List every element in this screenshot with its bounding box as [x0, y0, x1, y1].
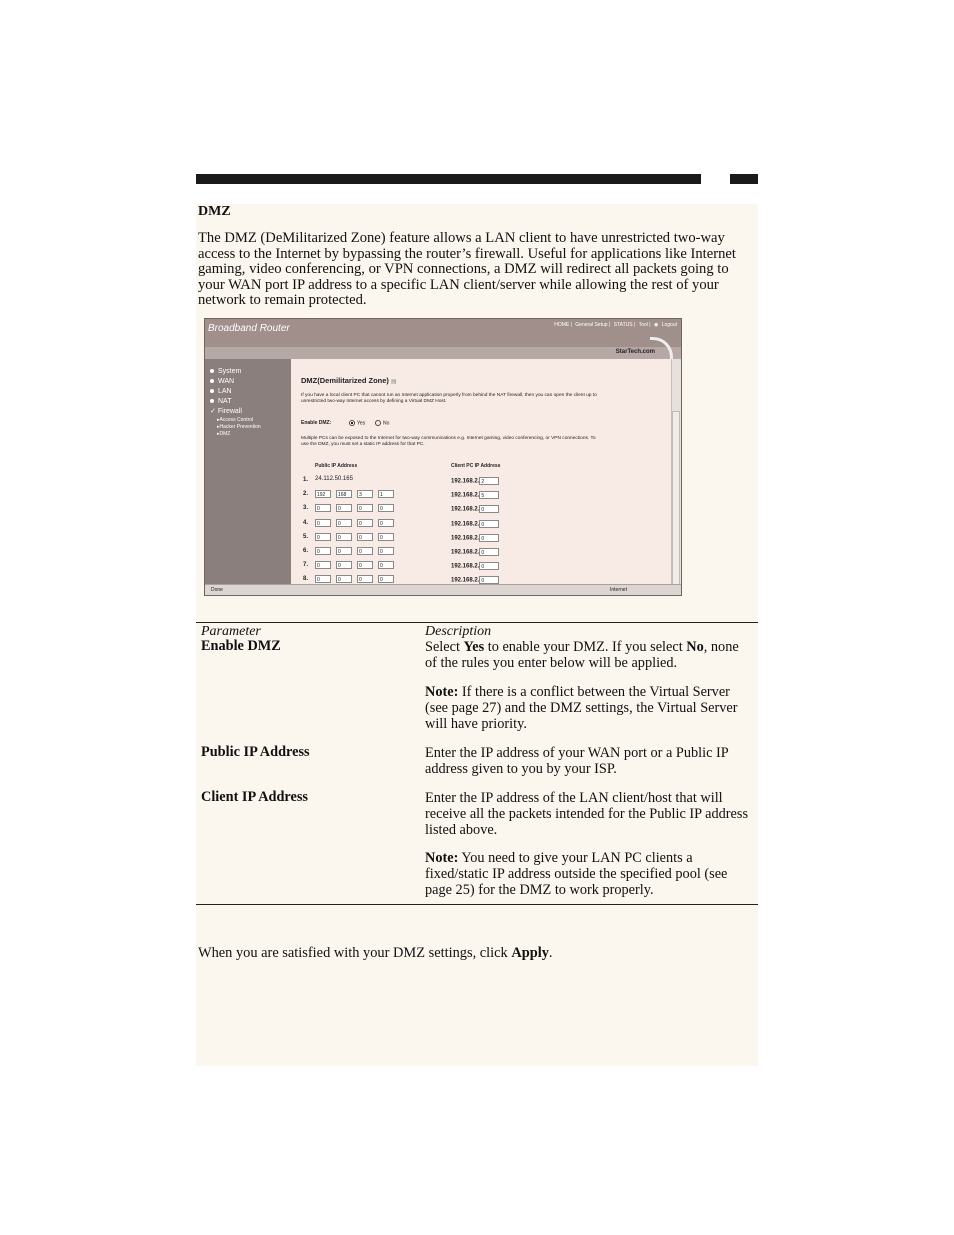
- status-done: Done: [211, 587, 223, 593]
- ip-octet-input[interactable]: 0: [357, 504, 373, 512]
- desc-client-ip: Enter the IP address of the LAN client/host that will receive all the packets intended for the Public IP address listed above.: [425, 790, 749, 838]
- ip-octet-input[interactable]: 3: [357, 490, 373, 498]
- note-enable-dmz: [425, 684, 753, 732]
- ip-octet-input[interactable]: 0: [357, 547, 373, 555]
- submenu-label: Hacker Prevention: [219, 424, 261, 430]
- browser-status-bar: [205, 584, 681, 595]
- ip-octet-input[interactable]: 0: [315, 561, 331, 569]
- client-prefix: 192.168.2.: [451, 506, 480, 513]
- client-prefix: 192.168.2.: [451, 577, 480, 584]
- bullet-icon: [210, 389, 214, 393]
- public-ip-inputs: [315, 547, 399, 555]
- status-zone: Internet: [610, 587, 627, 593]
- row-number: 1.: [303, 477, 309, 483]
- client-prefix: 192.168.2.: [451, 535, 480, 542]
- text: .: [548, 945, 553, 961]
- note-text: If there is a conflict between the Virtual Server (see page 27) and the DMZ settings, the Virtual Server will have priority.: [425, 684, 738, 732]
- sidebar-item-lan[interactable]: [210, 387, 291, 397]
- client-ip-header: Client PC IP Address: [451, 463, 501, 469]
- client-prefix: 192.168.2.: [451, 521, 480, 528]
- param-public-ip: Public IP Address: [201, 744, 310, 760]
- sidebar-item-wan[interactable]: [210, 377, 291, 387]
- public-ip-inputs: [315, 504, 399, 512]
- header-rule-short: [730, 174, 758, 184]
- help-icon[interactable]: ▤: [391, 379, 397, 385]
- bullet-icon: [210, 399, 214, 403]
- nav-tool[interactable]: Tool: [638, 322, 648, 328]
- client-ip-input[interactable]: 0: [479, 576, 499, 584]
- note-client-ip: [425, 850, 753, 898]
- header-rule: [196, 174, 701, 184]
- table-row: [301, 474, 601, 488]
- bold-no: No: [686, 639, 704, 655]
- page-content: [196, 204, 758, 1066]
- text: , none of the rules you enter below will be applied.: [425, 639, 739, 671]
- bullet-icon: [210, 369, 214, 373]
- submenu-label: Access Control: [219, 417, 254, 423]
- row-number: 5.: [303, 533, 309, 540]
- sidebar-item-firewall[interactable]: [210, 407, 291, 417]
- check-icon: ✓: [210, 408, 218, 415]
- nav-status[interactable]: STATUS: [613, 322, 633, 328]
- client-ip-input[interactable]: 2: [479, 477, 499, 485]
- ip-octet-input[interactable]: 192: [315, 490, 331, 498]
- ip-octet-input[interactable]: 0: [315, 547, 331, 555]
- sidebar-item-hacker-prevention[interactable]: ▸Hacker Prevention: [217, 424, 261, 430]
- desc-public-ip: Enter the IP address of your WAN port or a Public IP address given to you by your ISP.: [425, 745, 729, 777]
- public-ip-inputs: [315, 561, 399, 569]
- sidebar-item-system[interactable]: [210, 367, 291, 377]
- ip-octet-input[interactable]: 0: [378, 561, 394, 569]
- radio-label: No: [383, 420, 390, 427]
- ip-octet-input[interactable]: 0: [378, 533, 394, 541]
- dmz-description: If you have a local client PC that cannot run an Internet application properly from behind the NAT firewall, then you can open the client up to unrestricted two-way Internet access by defining a Virtual DMZ Host.: [301, 393, 597, 405]
- router-sidebar: [205, 359, 291, 584]
- dmz-title: [301, 376, 397, 385]
- client-ip: [451, 477, 499, 485]
- ip-octet-input[interactable]: 0: [336, 519, 352, 527]
- enable-dmz-label: Enable DMZ:: [301, 420, 332, 426]
- client-ip: [451, 534, 499, 542]
- client-ip: [451, 520, 499, 528]
- intro-paragraph: The DMZ (DeMilitarized Zone) feature allows a LAN client to have unrestricted two-way access to the Internet by bypassing the router’s firewall. Useful for applications like Internet gaming, video conferencing, or VPN connections, a DMZ will redirect all packets going to your WAN port IP address to a specific LAN client/server while allowing the rest of your network to remain protected.: [198, 230, 736, 309]
- dmz-rows: [301, 474, 601, 588]
- param-client-ip: Client IP Address: [201, 789, 308, 805]
- public-ip-header: Public IP Address: [315, 463, 358, 469]
- row-number: 4.: [303, 519, 309, 526]
- ip-octet-input[interactable]: 0: [315, 533, 331, 541]
- ip-octet-input[interactable]: 1: [378, 490, 394, 498]
- ip-octet-input[interactable]: 0: [336, 504, 352, 512]
- client-ip: [451, 562, 499, 570]
- dmz-multi-description: Multiple PCs can be exposed to the Internet for two-way communications e.g. Internet gaming, video conferencing, or VPN connections. To use the DMZ, you must set a static IP address for that PC.: [301, 436, 596, 448]
- table-row: [301, 531, 601, 545]
- radio-label: Yes: [357, 420, 366, 427]
- client-ip: [451, 505, 499, 513]
- router-brand: Broadband Router: [208, 323, 290, 334]
- client-ip-input[interactable]: 0: [479, 534, 499, 542]
- footer-instruction: [198, 945, 553, 962]
- row-number: 2.: [303, 491, 309, 498]
- section-title: DMZ: [198, 204, 231, 219]
- router-screenshot: [204, 318, 682, 596]
- table-row: [301, 545, 601, 559]
- submenu-label: DMZ: [219, 431, 231, 437]
- table-row: [301, 559, 601, 573]
- public-ip-inputs: [315, 519, 399, 527]
- client-ip-input[interactable]: 0: [479, 548, 499, 556]
- dmz-title-text: DMZ(Demilitarized Zone): [301, 376, 389, 385]
- enable-yes-radio[interactable]: [349, 420, 365, 426]
- public-ip-inputs: [315, 490, 399, 498]
- ip-octet-input[interactable]: 0: [378, 504, 394, 512]
- client-prefix: 192.168.2.: [451, 492, 480, 499]
- sidebar-label: LAN: [218, 388, 232, 395]
- sidebar-label: WAN: [218, 378, 235, 385]
- ip-octet-input[interactable]: 0: [378, 575, 394, 583]
- nav-home[interactable]: HOME: [554, 322, 570, 328]
- note-label: Note:: [425, 850, 459, 866]
- client-prefix: 192.168.2.: [451, 478, 480, 485]
- client-ip-input[interactable]: 0: [479, 562, 499, 570]
- ip-octet-input[interactable]: 0: [336, 561, 352, 569]
- public-ip-inputs: [315, 575, 399, 583]
- row-number: 7.: [303, 562, 309, 569]
- ip-octet-input[interactable]: 0: [357, 561, 373, 569]
- sidebar-label: NAT: [218, 398, 232, 405]
- ip-octet-input[interactable]: 0: [315, 504, 331, 512]
- ip-octet-input[interactable]: 0: [315, 575, 331, 583]
- ip-octet-input[interactable]: 0: [336, 575, 352, 583]
- ip-octet-input[interactable]: 0: [357, 519, 373, 527]
- table-bottom-rule: [196, 904, 758, 905]
- router-content: [291, 359, 671, 584]
- table-top-rule: [196, 622, 758, 623]
- logout-icon: ◉: [653, 322, 659, 328]
- note-text: You need to give your LAN PC clients a fixed/static IP address outside the specified pool (see page 25) for the DMZ to work properly.: [425, 850, 728, 898]
- public-ip-value: 24.112.50.165: [315, 476, 353, 482]
- client-ip-input[interactable]: 0: [479, 505, 499, 513]
- row-number: 6.: [303, 547, 309, 554]
- sidebar-item-access-control[interactable]: ▸Access Control: [217, 417, 254, 423]
- ip-octet-input[interactable]: 0: [336, 533, 352, 541]
- startech-logo: StarTech.com: [615, 349, 655, 355]
- router-topnav: HOME | General Setup | STATUS | Tool | ◉ Logout: [554, 322, 677, 328]
- nav-general-setup[interactable]: General Setup: [575, 322, 608, 328]
- ip-octet-input[interactable]: 0: [357, 575, 373, 583]
- firewall-submenu: [205, 417, 291, 438]
- content-scrollbar[interactable]: [671, 359, 681, 584]
- scroll-thumb[interactable]: [672, 411, 680, 593]
- ip-octet-input[interactable]: 0: [336, 547, 352, 555]
- radio-empty-icon: [375, 420, 381, 426]
- sidebar-item-dmz[interactable]: ▸DMZ: [217, 431, 231, 437]
- desc-header: Description: [425, 624, 492, 639]
- text: Select: [425, 639, 464, 655]
- radio-selected-icon: [349, 420, 355, 426]
- ip-octet-input[interactable]: 168: [336, 490, 352, 498]
- text: When you are satisfied with your DMZ settings, click: [198, 945, 512, 961]
- sidebar-label: Firewall: [217, 408, 242, 415]
- ip-octet-input[interactable]: 0: [378, 547, 394, 555]
- bullet-icon: [210, 379, 214, 383]
- router-subheader: [205, 347, 681, 359]
- client-prefix: 192.168.2.: [451, 549, 480, 556]
- param-header: Parameter: [201, 624, 261, 639]
- client-prefix: 192.168.2.: [451, 563, 480, 570]
- client-ip: [451, 548, 499, 556]
- table-row: [301, 517, 601, 531]
- enable-no-radio[interactable]: [375, 420, 389, 426]
- ip-octet-input[interactable]: 0: [378, 519, 394, 527]
- row-number: 8.: [303, 576, 309, 583]
- bold-yes: Yes: [463, 639, 485, 655]
- public-ip-inputs: [315, 533, 399, 541]
- row-number: 3.: [303, 505, 309, 512]
- text: to enable your DMZ. If you select: [484, 639, 687, 655]
- sidebar-item-nat[interactable]: [210, 397, 291, 407]
- ip-octet-input[interactable]: 0: [315, 519, 331, 527]
- table-row: [301, 488, 601, 502]
- apply-bold: Apply: [511, 945, 549, 961]
- desc-enable-dmz: [425, 639, 753, 671]
- client-ip-input[interactable]: 5: [479, 491, 499, 499]
- nav-logout[interactable]: Logout: [661, 322, 677, 328]
- param-enable-dmz: Enable DMZ: [201, 638, 281, 654]
- client-ip: [451, 491, 499, 499]
- client-ip-input[interactable]: 0: [479, 520, 499, 528]
- table-row: [301, 502, 601, 516]
- note-label: Note:: [425, 684, 459, 700]
- sidebar-label: System: [218, 368, 242, 375]
- ip-octet-input[interactable]: 0: [357, 533, 373, 541]
